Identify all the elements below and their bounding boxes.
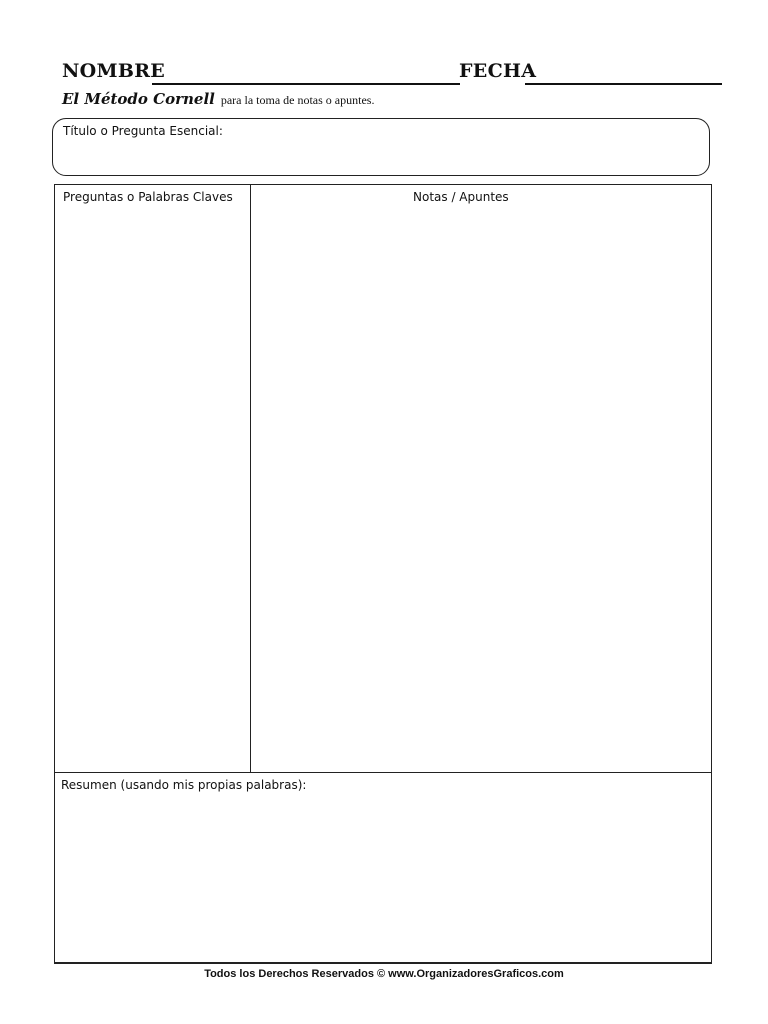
fecha-line[interactable] xyxy=(525,83,722,85)
fecha-label: FECHA xyxy=(459,60,537,82)
footer-copyright: Todos los Derechos Reservados © www.OrganizadoresGraficos.com xyxy=(204,968,564,980)
summary-box[interactable] xyxy=(54,772,712,964)
keywords-column-label: Preguntas o Palabras Claves xyxy=(63,190,233,204)
subtitle xyxy=(62,89,374,109)
nombre-label: NOMBRE xyxy=(62,60,166,82)
method-title: El Método Cornell xyxy=(62,90,215,108)
method-description: para la toma de notas o apuntes. xyxy=(220,93,375,107)
title-question-box[interactable] xyxy=(52,118,710,176)
column-divider xyxy=(250,185,251,773)
summary-label: Resumen (usando mis propias palabras): xyxy=(61,778,307,792)
nombre-line[interactable] xyxy=(152,83,460,85)
notes-section xyxy=(54,184,712,773)
notes-column-label: Notas / Apuntes xyxy=(413,190,509,204)
name-date-header xyxy=(62,60,722,86)
title-question-label: Título o Pregunta Esencial: xyxy=(63,124,223,138)
